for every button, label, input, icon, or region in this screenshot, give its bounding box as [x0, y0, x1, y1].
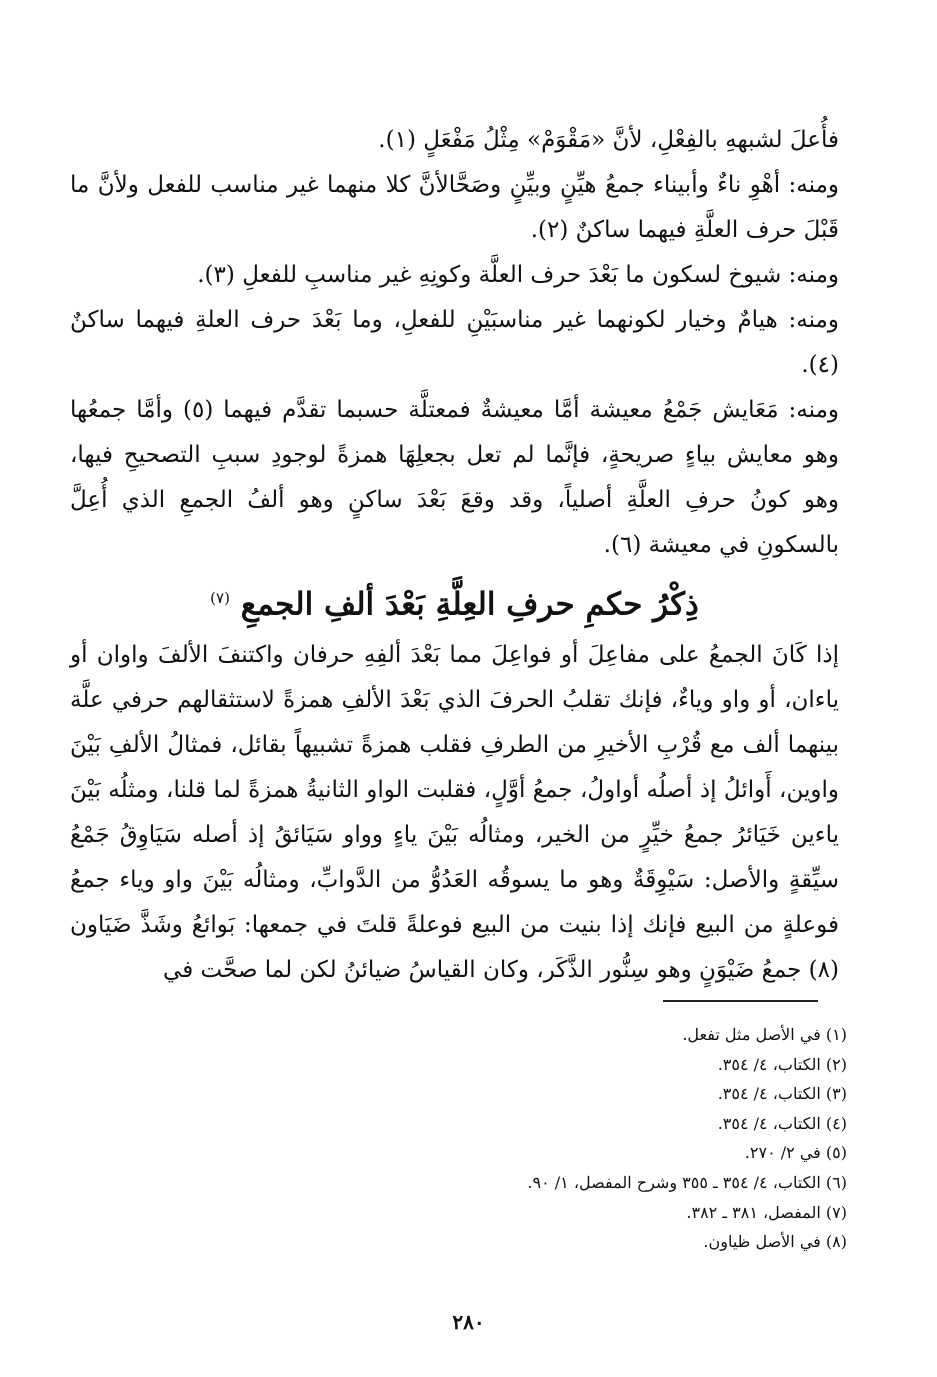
footnote-text: الكتاب، ٤/ ٣٥٤ ـ ٣٥٥ وشرح المفصل، ١/ ٩٠.: [527, 1172, 821, 1192]
footnote-text: في الأصل ظياون.: [703, 1232, 821, 1252]
footnotes-list: [287, 1020, 847, 1257]
footnote-number: (٦): [825, 1172, 847, 1192]
footnote-divider: [663, 1000, 818, 1002]
footnote-text: الكتاب، ٤/ ٣٥٤.: [717, 1084, 821, 1104]
section-heading-text: ذِكْرُ حكمِ حرفِ العِلَّةِ بَعْدَ ألفِ الجمعِ: [240, 586, 699, 623]
footnote-number: (٣): [825, 1084, 847, 1104]
footnote-text: الكتاب، ٤/ ٣٥٤.: [717, 1054, 821, 1074]
footnote-item: [287, 1198, 847, 1228]
footnote-number: (٧): [825, 1202, 847, 1222]
paragraph-4: ومنه: هيامٌ وخيار لكونهما غير مناسبَيْنِ للفعلِ، وما بَعْدَ حرف العلةِ فيهما ساكنٌ (٤).: [70, 307, 839, 378]
footnote-item: [287, 1138, 847, 1168]
paragraph-1: فأُعلَ لشبههِ بالفِعْلِ، لأنَّ «مَقْوَمْ» مِثْلُ مَفْعَلٍ (١).: [378, 127, 839, 153]
footnote-text: في ٢/ ٢٧٠.: [744, 1143, 821, 1163]
footnote-text: الكتاب، ٤/ ٣٥٤.: [717, 1113, 821, 1133]
footnote-number: (٤): [825, 1113, 847, 1133]
footnote-number: (٨): [825, 1232, 847, 1252]
footnote-number: (٥): [825, 1143, 847, 1163]
paragraph-2: ومنه: أهْوِ ناءٌ وأبيناء جمعُ هيِّنٍ وبيِّنٍ وصَحَّالأنَّ كلا منهما غير مناسب للفعل ولأنَّ ما قَبْلَ حرف العلَّةِ فيهما ساكنٌ (٢).: [70, 172, 839, 243]
footnote-number: (١): [825, 1025, 847, 1044]
section-heading: [70, 568, 839, 634]
footnote-item: [287, 1168, 847, 1198]
paragraph-5: ومنه: مَعَايش جَمْعُ معيشة أمَّا معيشةٌ فمعتلَّة حسبما تقدَّم فيهما (٥) وأمَّا جمعُها وهو معايش بياءٍ صريحةٍ، فإنَّما لم تعل بجعلِهَا همزةً لوجودِ سببِ التصحيحِ فيها، وهو كونُ حرفِ العلَّةِ أصلياً، وقد وقعَ بَعْدَ ساكنٍ وهو ألفُ الجمعِ الذي أُعِلَّ بالسكونِ في معيشة (٦).: [70, 397, 840, 558]
footnote-item: [287, 1079, 847, 1109]
footnote-text: المفصل، ٣٨١ ـ ٣٨٢.: [686, 1202, 821, 1222]
footnote-item: [287, 1227, 847, 1257]
footnote-item: [287, 1050, 847, 1080]
body-paragraph: إذا كَانَ الجمعُ على مفاعِلَ أو فواعِلَ مما بَعْدَ ألفِهِ حرفان واكتنفَ الألفَ واوان أو ياءان، أو واو وياءٌ، فإنك تقلبُ الحرفَ الذي بَعْدَ الألفِ همزةً لاستثقالهم حرفي علَّة بينهما ألف مع قُرْبِ الأخيرِ من الطرفِ فقلب همزةً تشبيهاً بقائل، فمثالُ الألفِ بَيْنَ واوين، أَوائلُ إذ أصلُه أواولُ، جمعُ أوَّلٍ، فقلبت الواو الثانيةُ همزةً لما قلنا، ومثلُه بَيْنَ ياءين خَيَائرُ جمعُ خيِّرٍ من الخير، ومثالُه بَيْنَ ياءٍ وواو سَيَائقُ إذ أصله سَيَاوِقُ جَمْعُ سيِّقةٍ والأصل: سَيْوِقَةٌ وهو ما يسوقُه العَدُوُّ من الدَّوابِّ، ومثالُه بَيْنَ واو وياء جمعُ فوعلةٍ من البيع فإنك إذا بنيت من البيع فوعلةً قلتَ في جمعها: بَوائعُ وشَذَّ ضَيَاون (٨) جمعُ ضَيْوَنٍ وهو سِنُّور الذَّكَر، وكان القياسُ ضيائنُ لكن لما صحَّت في: [70, 642, 839, 983]
footnote-item: [287, 1109, 847, 1139]
paragraph-3: ومنه: شيوخ لسكون ما بَعْدَ حرف العلَّة وكونِهِ غير مناسبِ للفعلِ (٣).: [197, 262, 839, 288]
page-number: ٢٨٠: [452, 1310, 485, 1334]
footnote-text: في الأصل مثل تفعل.: [682, 1025, 821, 1044]
footnote-number: (٢): [825, 1054, 847, 1074]
footnote-item: [287, 1020, 847, 1050]
section-heading-note: (٧): [210, 589, 230, 607]
